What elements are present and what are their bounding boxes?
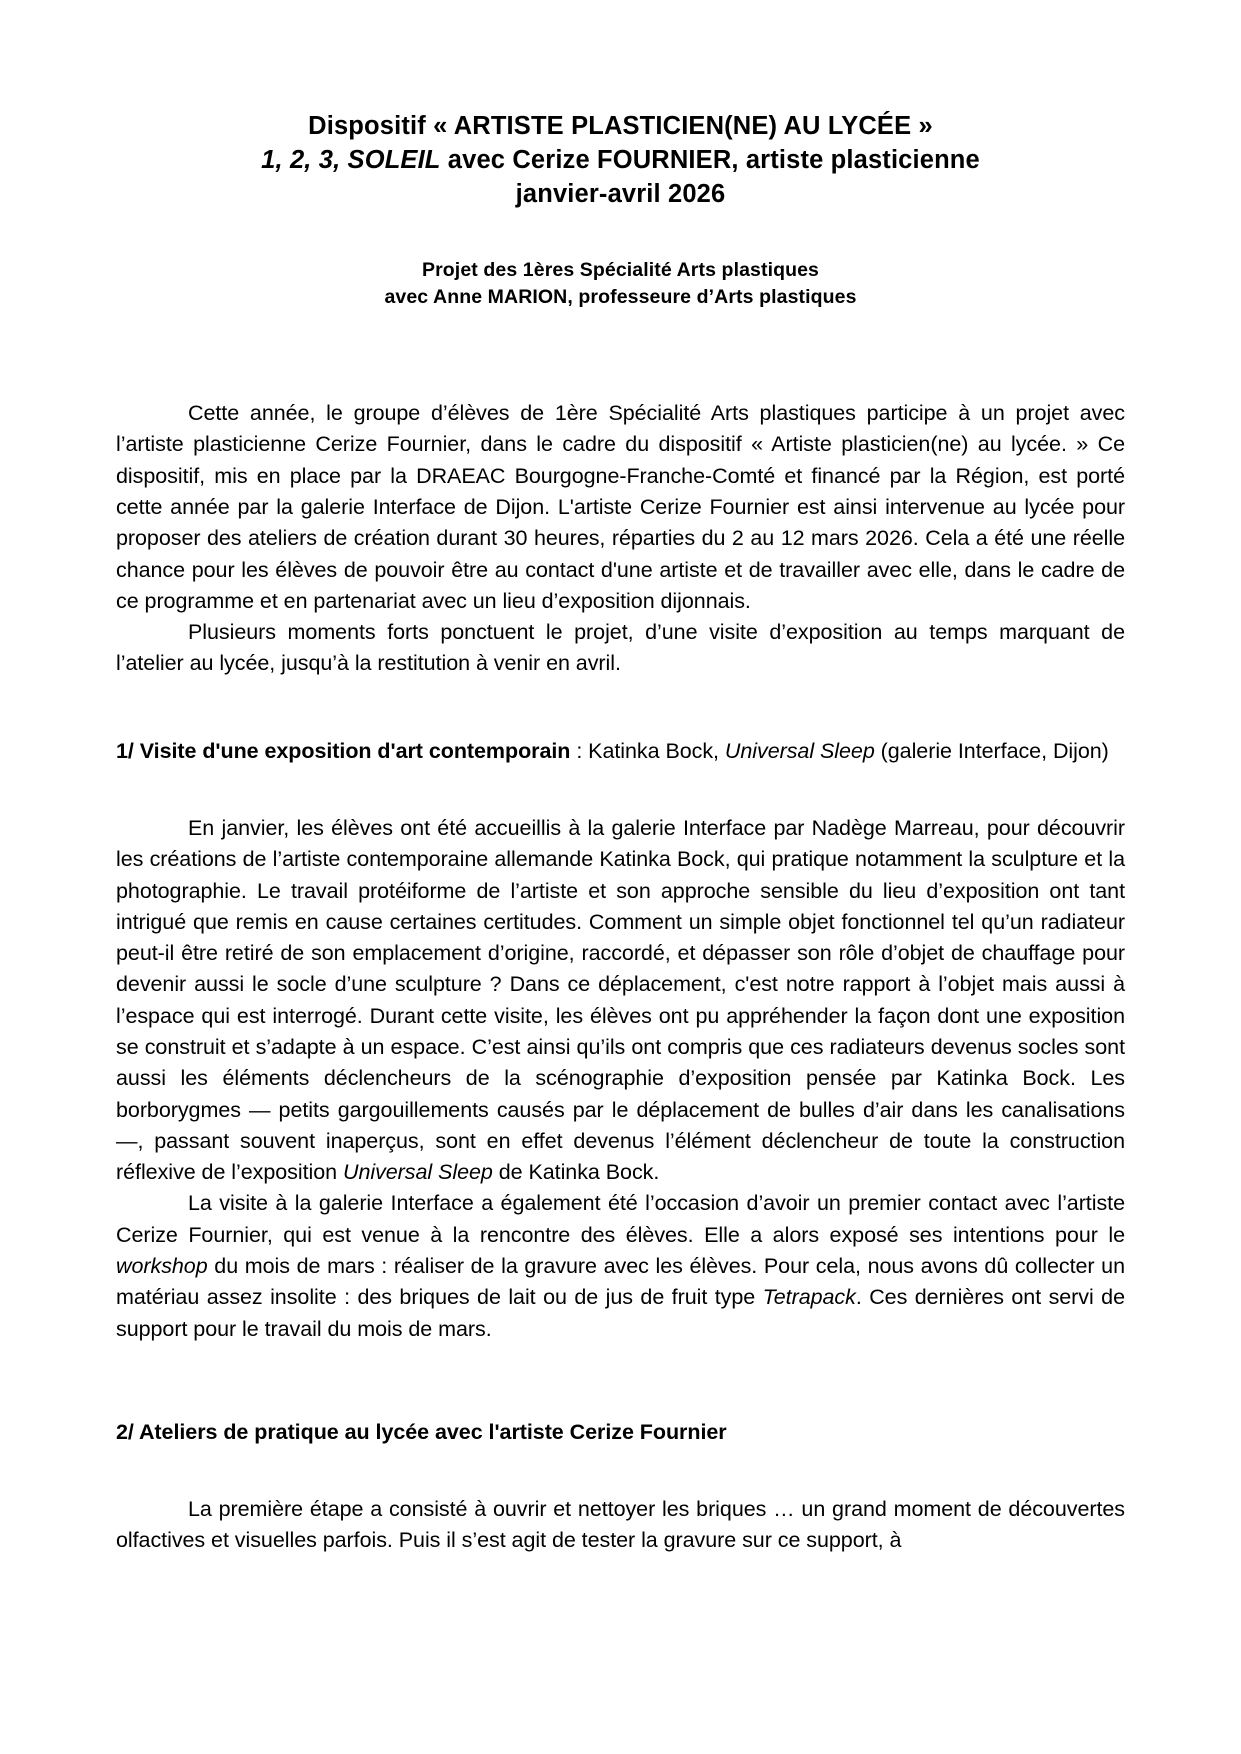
section-2-paragraph-1: La première étape a consisté à ouvrir et nettoyer les briques … un grand moment de découvertes olfactives et visuelles parfois. Puis il s’est agit de tester la gravure sur ce support, à bbox=[116, 1497, 1125, 1553]
section-1-paragraph-2 bbox=[116, 1188, 1125, 1344]
spacer-after-section-1-heading bbox=[116, 767, 1125, 813]
section-1-heading-middle: : Katinka Bock, bbox=[570, 738, 725, 763]
title-artist-credit: avec Cerize FOURNIER, artiste plasticienne bbox=[440, 145, 980, 174]
section-1-heading-label: 1/ Visite d'une exposition d'art contemporain bbox=[116, 738, 571, 763]
spacer-after-section-2-heading bbox=[116, 1448, 1125, 1494]
section-1-paragraph-2-part-a: La visite à la galerie Interface a également été l’occasion d’avoir un premier contact avec l’artiste Cerize Fournier, qui est venue à la rencontre des élèves. Elle a alors exposé ses intentions pour le bbox=[116, 1191, 1125, 1247]
intro-paragraph-2: Plusieurs moments forts ponctuent le projet, d’une visite d’exposition au temps marquant de l’atelier au lycée, jusqu’à la restitution à venir en avril. bbox=[116, 620, 1125, 676]
document-title-line-1: Dispositif « ARTISTE PLASTICIEN(NE) AU LYCÉE » bbox=[308, 112, 933, 140]
document-subtitle bbox=[116, 257, 1125, 312]
intro-paragraph-1: Cette année, le groupe d’élèves de 1ère Spécialité Arts plastiques participe à un projet avec l’artiste plasticienne Cerize Fournier, dans le cadre du dispositif « Artiste plasticien(ne) au lycée. » Ce dispositif, mis en place par la DRAEAC Bourgogne-Franche-Comté et financé par la Région, est porté cette année par la galerie Interface de Dijon. L'artiste Cerize Fournier est ainsi intervenue au lycée pour proposer des ateliers de création durant 30 heures, réparties du 2 au 12 mars 2026. Cela a été une réelle chance pour les élèves de pouvoir être au contact d'une artiste et de travailler avec elle, dans le cadre de ce programme et en partenariat avec un lieu d’exposition dijonnais. bbox=[116, 401, 1125, 613]
section-1-paragraph-1-part-a: En janvier, les élèves ont été accueillis à la galerie Interface par Nadège Marreau, pour découvrir les créations de l’artiste contemporaine allemande Katinka Bock, qui pratique notamment la sculpture et la photographie. Le travail protéiforme de l’artiste et son approche sensible du lieu d’exposition ont tant intrigué que remis en cause certaines certitudes. Comment un simple objet fonctionnel tel qu’un radiateur peut-il être retiré de son emplacement d’origine, raccordé, et dépasser son rôle d’objet de chauffage pour devenir aussi le socle d’une sculpture ? Dans ce déplacement, c'est notre rapport à l’objet mais aussi à l’espace qui est interrogé. Durant cette visite, les élèves ont pu appréhender la façon dont une exposition se construit et s’adapte à un espace. C’est ainsi qu’ils ont compris que ces radiateurs devenus socles sont aussi les éléments déclencheurs de la scénographie d’exposition pensée par Katinka Bock. Les borborygmes — petits gargouillements causés par le déplacement de bulles d’air dans les canalisations —, passant souvent inaperçus, sont en effet devenus l’élément déclencheur de toute la construction réflexive de l’exposition bbox=[116, 816, 1125, 1185]
section-1-paragraph-2-part-c: . Ces dernières ont servi de support pour le travail du mois de mars. bbox=[116, 1285, 1125, 1341]
section-1-paragraph-1 bbox=[116, 813, 1125, 1188]
section-2-heading-label: 2/ Ateliers de pratique au lycée avec l'artiste Cerize Fournier bbox=[116, 1419, 727, 1444]
document-body bbox=[116, 398, 1125, 1557]
subtitle-line-2: avec Anne MARION, professeure d’Arts plastiques bbox=[384, 286, 857, 309]
document-title-line-3: janvier-avril 2026 bbox=[515, 179, 726, 208]
section-1-heading-venue: (galerie Interface, Dijon) bbox=[874, 738, 1109, 763]
subtitle-line-1: Projet des 1ères Spécialité Arts plastiques bbox=[422, 258, 819, 281]
spacer-before-section-1 bbox=[116, 680, 1125, 736]
section-1-paragraph-1-part-b: de Katinka Bock. bbox=[492, 1160, 660, 1185]
document-title-line-2 bbox=[116, 144, 1125, 178]
section-1-paragraph-1-work-title: Universal Sleep bbox=[342, 1160, 493, 1185]
section-1-paragraph-2-material-term: Tetrapack bbox=[762, 1285, 856, 1310]
section-1-paragraph-2-part-b: du mois de mars : réaliser de la gravure avec les élèves. Pour cela, nous avons dû collecter un matériau assez insolite : des briques de lait ou de jus de fruit type bbox=[116, 1253, 1125, 1310]
section-2-heading bbox=[116, 1417, 1125, 1448]
section-1-heading-work-title: Universal Sleep bbox=[724, 738, 875, 763]
section-1-paragraph-2-workshop-term: workshop bbox=[116, 1253, 208, 1278]
document-header bbox=[116, 110, 1125, 312]
title-project-name: 1, 2, 3, SOLEIL bbox=[261, 145, 441, 174]
spacer-before-section-2 bbox=[116, 1345, 1125, 1417]
section-1-heading bbox=[116, 736, 1125, 767]
